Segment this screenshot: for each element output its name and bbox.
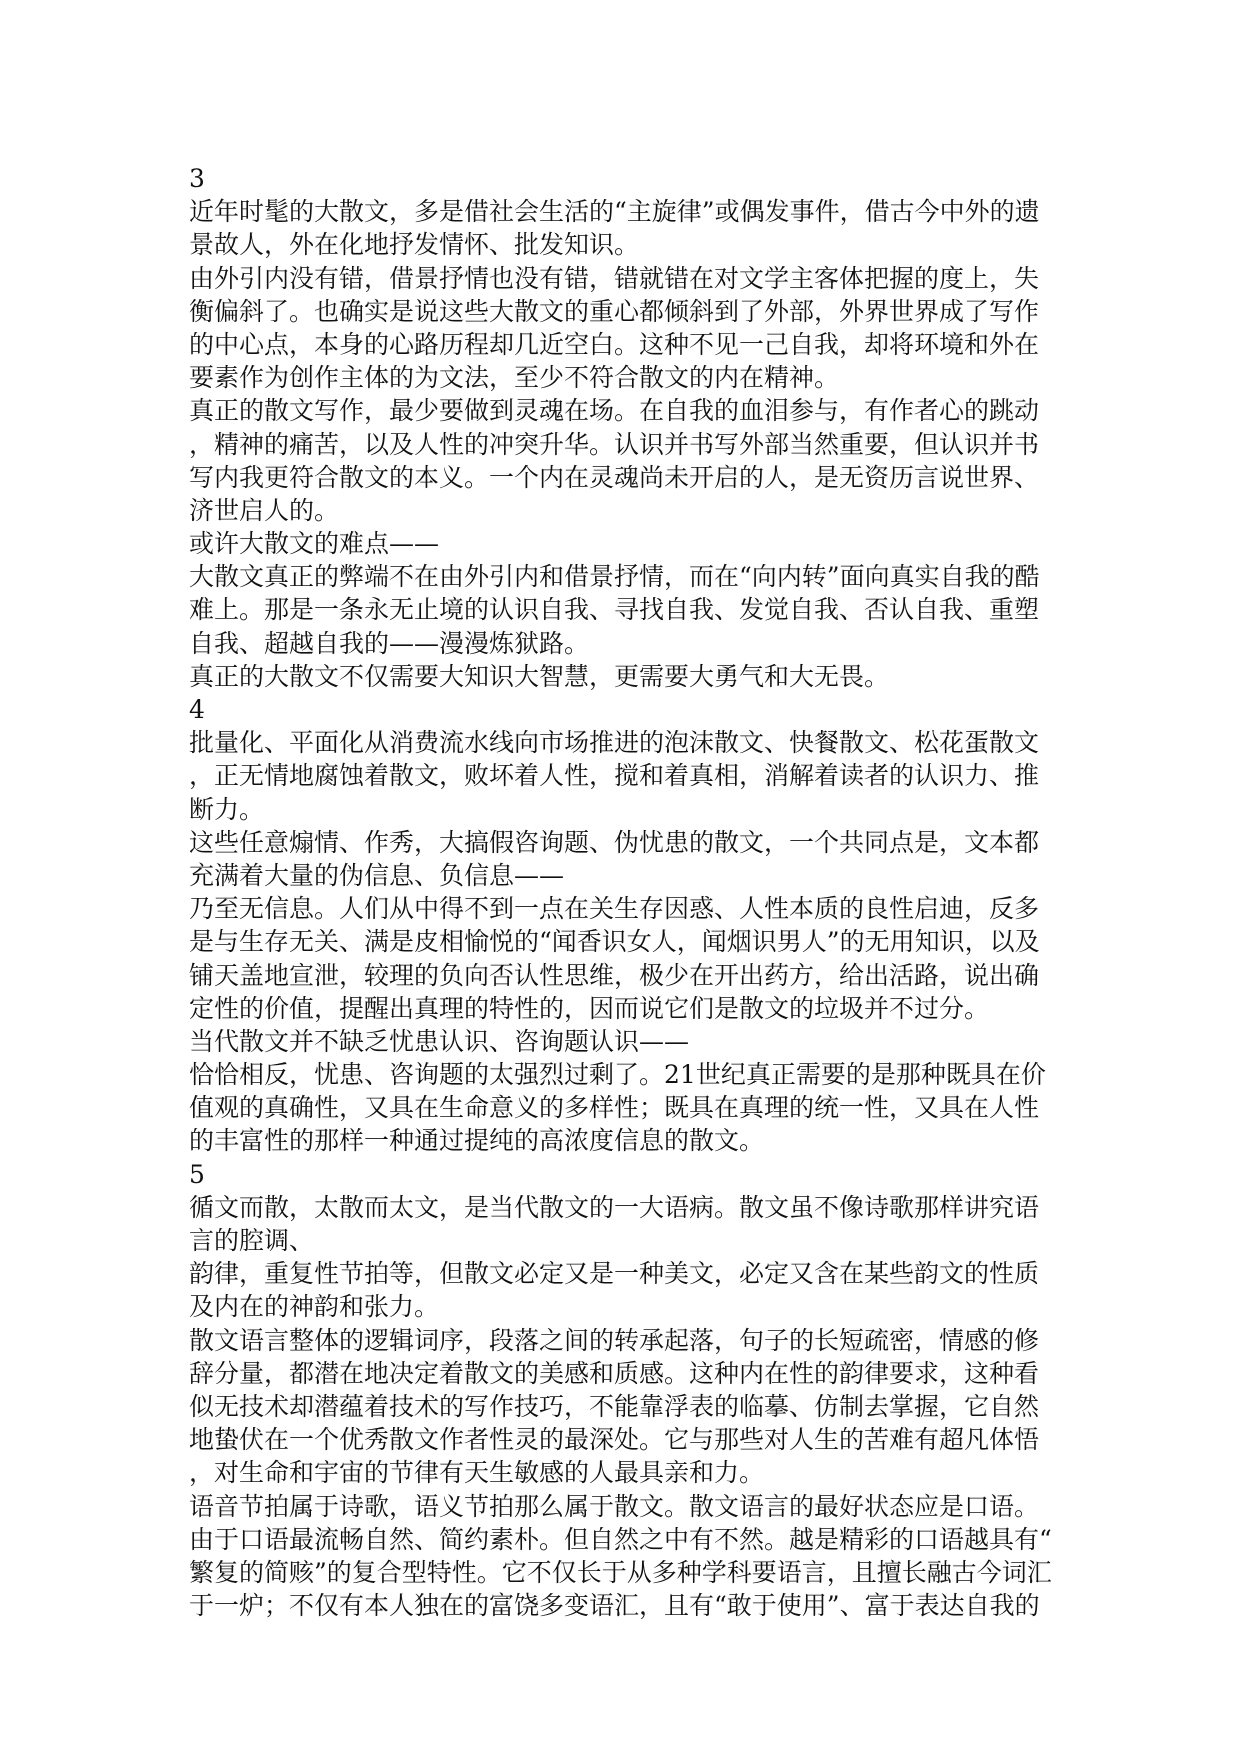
text-line: 当代散文并不缺乏忧患认识、咨询题认识—— (189, 1026, 690, 1056)
text-line: 言的腔调、 (189, 1226, 315, 1255)
text-line: 衡偏斜了。也确实是说这些大散文的重心都倾斜到了外部，外界世界成了写作 (189, 296, 1040, 326)
text-line: 循文而散，太散而太文，是当代散文的一大语病。散文虽不像诗歌那样讲究语 (189, 1192, 1040, 1222)
text-line: 或许大散文的难点—— (189, 529, 440, 559)
text-line: 是与生存无关、满是皮相愉悦的“闻香识女人，闻烟识男人”的无用知识，以及 (189, 927, 1040, 957)
text-line: 真正的散文写作，最少要做到灵魂在场。在自我的血泪参与，有作者心的跳动 (189, 396, 1040, 426)
text-line: 3 (189, 164, 205, 193)
text-line: 要素作为创作主体的为文法，至少不符合散文的内在精神。 (189, 363, 840, 393)
text-line: 及内在的神韵和张力。 (189, 1292, 440, 1322)
text-line: 5 (189, 1159, 205, 1189)
text-line: 批量化、平面化从消费流水线向市场推进的泡沫散文、快餐散文、松花蛋散文 (189, 728, 1040, 758)
text-line: 韵律，重复性节拍等，但散文必定又是一种美文，必定又含在某些韵文的性质 (189, 1259, 1040, 1289)
text-line: ，精神的痛苦，以及人性的冲突升华。认识并书写外部当然重要，但认识并书 (189, 429, 1040, 459)
text-line: 铺天盖地宣泄，较理的负向否认性思维，极少在开出药方，给出活路，说出确 (189, 960, 1040, 990)
text-line: 写内我更符合散文的本义。一个内在灵魂尚未开启的人，是无资历言说世界、 (189, 462, 1040, 492)
text-line: 由于口语最流畅自然、简约素朴。但自然之中有不然。越是精彩的口语越具有“ (189, 1524, 1052, 1554)
text-line: 似无技术却潜蕴着技术的写作技巧，不能靠浮表的临摹、仿制去掌握，它自然 (189, 1391, 1040, 1421)
text-line: 于一炉；不仅有本人独在的富饶多变语汇，且有“敢于使用”、富于表达自我的 (189, 1591, 1040, 1621)
text-line: 难上。那是一条永无止境的认识自我、寻找自我、发觉自我、否认自我、重塑 (189, 595, 1040, 625)
text-line: 济世启人的。 (189, 495, 340, 525)
text-line: 充满着大量的伪信息、负信息—— (189, 860, 565, 890)
text-line: 的中心点，本身的心路历程却几近空白。这种不见一己自我，却将环境和外在 (189, 329, 1040, 359)
text-line: 地蛰伏在一个优秀散文作者性灵的最深处。它与那些对人生的苦难有超凡体悟 (189, 1425, 1040, 1455)
text-line: 乃至无信息。人们从中得不到一点在关生存因惑、人性本质的良性启迪，反多 (189, 894, 1040, 924)
text-line: 繁复的简赅”的复合型特性。它不仅长于从多种学科要语言，且擅长融古今词汇 (189, 1557, 1052, 1587)
text-line: 4 (189, 695, 205, 724)
text-line: 的丰富性的那样一种通过提纯的高浓度信息的散文。 (189, 1126, 765, 1156)
text-line: 恰恰相反，忧患、咨询题的太强烈过剩了。21世纪真正需要的是那种既具在价 (189, 1060, 1046, 1090)
text-line: 值观的真确性，又具在生命意义的多样性；既具在真理的统一性，又具在人性 (189, 1093, 1040, 1123)
text-line: 散文语言整体的逻辑词序，段落之间的转承起落，句子的长短疏密，情感的修 (189, 1325, 1040, 1355)
text-line: 大散文真正的弊端不在由外引内和借景抒情，而在“向内转”面向真实自我的酷 (189, 562, 1040, 592)
text-line: ，对生命和宇宙的节律有天生敏感的人最具亲和力。 (189, 1458, 765, 1488)
text-line: 语音节拍属于诗歌，语义节拍那么属于散文。散文语言的最好状态应是口语。 (189, 1491, 1040, 1521)
text-line: 断力。 (189, 794, 265, 824)
text-line: 景故人，外在化地抒发情怀、批发知识。 (189, 230, 640, 260)
text-line: 自我、超越自我的——漫漫炼狱路。 (189, 628, 590, 658)
text-line: 辞分量，都潜在地决定着散文的美感和质感。这种内在性的韵律要求，这种看 (189, 1358, 1040, 1388)
text-line: 这些任意煽情、作秀，大搞假咨询题、伪忧患的散文，一个共同点是，文本都 (189, 827, 1040, 857)
text-line: 定性的价值，提醒出真理的特性的，因而说它们是散文的垃圾并不过分。 (189, 993, 990, 1023)
document-page (189, 162, 1059, 1622)
text-line: 由外引内没有错，借景抒情也没有错，错就错在对文学主客体把握的度上，失 (189, 263, 1040, 293)
text-line: 近年时髦的大散文，多是借社会生活的“主旋律”或偶发事件，借古今中外的遗 (189, 197, 1040, 227)
text-line: 真正的大散文不仅需要大知识大智慧，更需要大勇气和大无畏。 (189, 661, 890, 691)
text-line: ，正无情地腐蚀着散文，败坏着人性，搅和着真相，消解着读者的认识力、推 (189, 761, 1040, 791)
